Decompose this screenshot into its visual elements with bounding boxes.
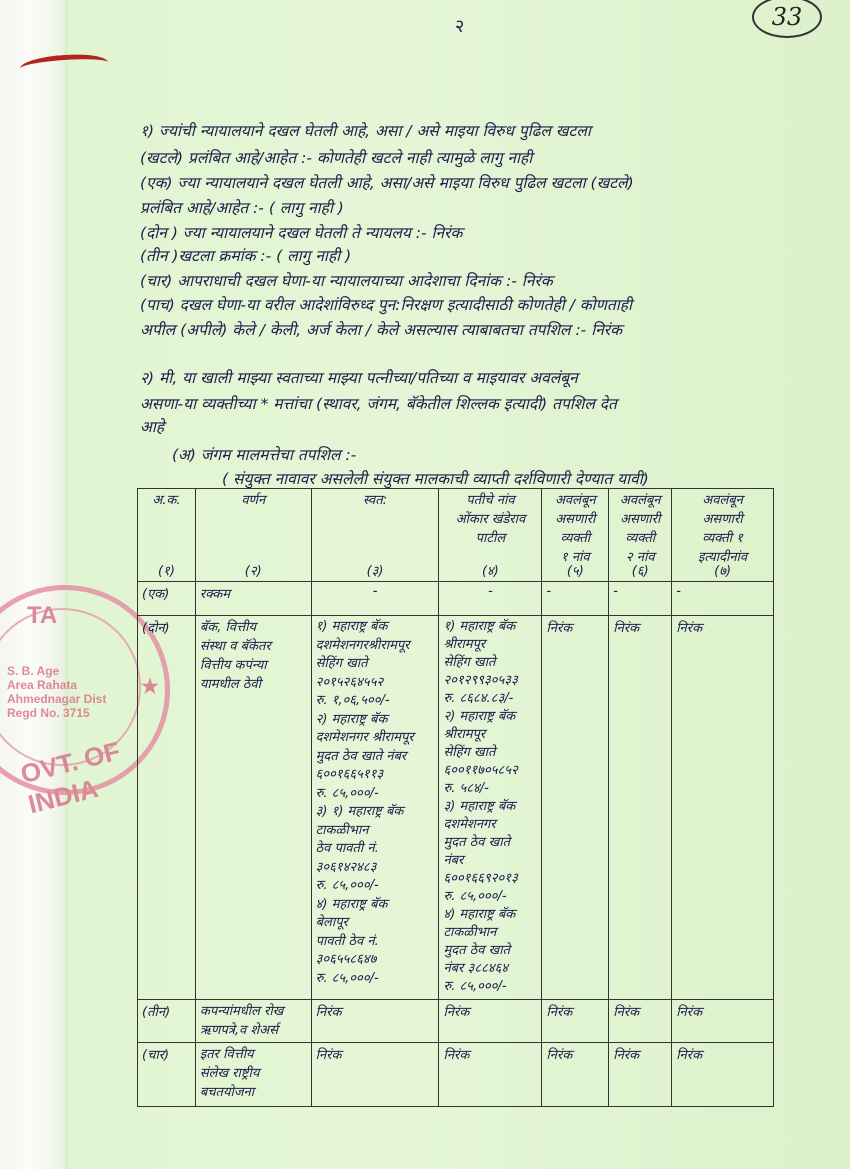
seal-middle-text bbox=[7, 664, 106, 720]
header-label: अ.क. bbox=[152, 493, 181, 508]
header-label: पतीचे नांव ओंकार खंडेराव पाटील bbox=[455, 493, 526, 546]
table-row bbox=[138, 1043, 774, 1107]
row-dependent-1: निरंक bbox=[542, 616, 609, 1000]
section-heading: (अ) जंगम मालमत्तेचा तपशिल :- bbox=[172, 446, 357, 464]
text-line-3: (एक) ज्या न्यायालयाने दखल घेतली आहे, असा/असे माइया विरुध पुढिल खटला (खटले) bbox=[140, 174, 634, 192]
row-dependent-2: निरंक bbox=[609, 1043, 672, 1107]
header-number: (५) bbox=[566, 564, 584, 579]
text-line-9: अपील (अपीले) केले / केली, अर्ज केला / केले असल्यास त्याबाबतचा तपशिल :- निरंक bbox=[140, 321, 623, 339]
header-cell bbox=[439, 489, 542, 582]
row-dependent-2: निरंक bbox=[609, 616, 672, 1000]
header-cell bbox=[542, 489, 609, 582]
row-spouse: निरंक bbox=[439, 1000, 542, 1043]
row-dependent-1: - bbox=[542, 582, 609, 616]
seal-top-text: TA bbox=[27, 602, 58, 629]
row-self: निरंक bbox=[311, 1000, 439, 1043]
movable-assets-table bbox=[137, 488, 774, 1107]
row-dependent-1: निरंक bbox=[542, 1043, 609, 1107]
row-serial: (दोन) bbox=[138, 616, 196, 1000]
table-row bbox=[138, 1000, 774, 1043]
text-line-7: (चार) आपराधाची दखल घेणा-या न्यायालयाच्या आदेशाचा दिनांक :- निरंक bbox=[140, 272, 553, 290]
header-cell bbox=[672, 489, 774, 582]
row-description: बॅक, वित्तीय संस्था व बॅकेतर वित्तीय कपंन्या यामधील ठेवी bbox=[195, 616, 311, 1000]
header-label: अवलंबून असणारी व्यक्ती १ इत्यादीनांव bbox=[698, 493, 748, 565]
seal-district: Ahmednagar Dist bbox=[7, 692, 107, 706]
header-number: (६) bbox=[631, 564, 649, 579]
seal-reg: Regd No. 3715 bbox=[7, 706, 90, 720]
header-number: (७) bbox=[714, 564, 732, 579]
text-line-2: (खटले) प्रलंबित आहे/आहेत :- कोणतेही खटले नाही त्यामुळे लागु नाही bbox=[140, 149, 533, 167]
row-serial: (तीन) bbox=[138, 1000, 196, 1043]
header-label: अवलंबून असणारी व्यक्ती २ नांव bbox=[619, 493, 661, 565]
text-line-8: (पाच) दखल घेणा-या वरील आदेशांविरुध्द पुन:निरक्षण इत्यादीसाठी कोणतेही / कोणताही bbox=[140, 296, 632, 314]
row-dependent-3: निरंक bbox=[672, 616, 774, 1000]
seal-bottom-text: OVT. OF INDIA bbox=[17, 735, 123, 820]
row-dependent-2: निरंक bbox=[609, 1000, 672, 1043]
row-dependent-3: निरंक bbox=[672, 1043, 774, 1107]
row-serial: (चार) bbox=[138, 1043, 196, 1107]
seal-name: S. B. Age bbox=[7, 664, 60, 678]
text-line-10: २) मी, या खाली माझ्या स्वताच्या माझ्या पत्नीच्या/पतिच्या व माइयावर अवलंबून bbox=[140, 369, 578, 387]
header-cell bbox=[195, 489, 311, 582]
text-line-11: असणा-या व्यक्तीच्या * मत्तांचा (स्थावर, जंगम, बॅकेतील शिल्लक इत्यादी) तपशिल देत bbox=[140, 395, 617, 413]
header-cell bbox=[609, 489, 672, 582]
text-line-4: प्रलंबित आहे/आहेत :- ( लागु नाही ) bbox=[140, 199, 344, 217]
text-line-12: आहे bbox=[140, 418, 165, 436]
row-spouse: १) महाराष्ट्र बॅक श्रीरामपूर सेहिंग खाते २०१२९९३०५३३ रु. ८६८४.८३/- २) महाराष्ट्र बॅक श्रीरामपूर सेहिंग खाते ६००११७०५८५२ रु. ५८४/- ३) महाराष्ट्र बॅक दशमेशनगर मुदत ठेव खाते नंबर ६००१६६९२०१३ रु. ८५,०००/- ४) महाराष्ट्र बॅक टाकळीभान मुदत ठेव खाते नंबर ३८८४६४ रु. ८५,०००/- bbox=[439, 616, 542, 1000]
row-dependent-3: - bbox=[672, 582, 774, 616]
row-self: १) महाराष्ट्र बॅक दशमेशनगरश्रीरामपूर सेहिंग खाते २०१५२६४५५२ रु. १,०६,५००/- २) महाराष्ट्र बॅक दशमेशनगर श्रीरामपूर मुदत ठेव खाते नंबर ६००१६६५११३ रु. ८५,०००/- ३) १) महाराष्ट्र बॅक टाकळीभान ठेव पावती नं. ३०६१४२४८३ रु. ८५,०००/- ४) महाराष्ट्र बॅक बेलापूर पावती ठेव नं. ३०६५५८६४७ रु. ८५,०००/- bbox=[311, 616, 439, 1000]
row-description: कपन्यांमधील रोख ऋणपत्रे,व शेअर्स bbox=[195, 1000, 311, 1043]
row-self: निरंक bbox=[311, 1043, 439, 1107]
seal-area: Area Rahata bbox=[7, 678, 78, 692]
row-description: इतर वित्तीय संलेख राष्ट्रीय बचतयोजना bbox=[195, 1043, 311, 1107]
header-number: (४) bbox=[481, 564, 499, 579]
text-line-6: (तीन )खटला क्रमांक :- ( लागु नाही ) bbox=[140, 247, 352, 265]
table-row bbox=[138, 616, 774, 1000]
table-header-row bbox=[138, 489, 774, 582]
row-spouse: - bbox=[439, 582, 542, 616]
seal-star-icon: ★ bbox=[141, 676, 159, 698]
text-line-5: (दोन ) ज्या न्यायालयाने दखल घेतली ते न्यायलय :- निरंक bbox=[140, 224, 463, 242]
header-number: (३) bbox=[366, 564, 384, 579]
row-dependent-3: निरंक bbox=[672, 1000, 774, 1043]
row-spouse: निरंक bbox=[439, 1043, 542, 1107]
folio-number: 33 bbox=[752, 0, 822, 38]
header-cell bbox=[311, 489, 439, 582]
row-dependent-1: निरंक bbox=[542, 1000, 609, 1043]
header-label: स्वत: bbox=[363, 493, 388, 508]
row-description: रक्कम bbox=[195, 582, 311, 616]
row-serial: (एक) bbox=[138, 582, 196, 616]
header-label: अवलंबून असणारी व्यक्ती १ नांव bbox=[555, 493, 596, 565]
header-number: (२) bbox=[244, 564, 262, 579]
page-number: २ bbox=[455, 16, 465, 37]
row-dependent-2: - bbox=[609, 582, 672, 616]
row-self: - bbox=[311, 582, 439, 616]
text-line-1: १) ज्यांची न्यायालयाने दखल घेतली आहे, असा / असे माइया विरुध पुढिल खटला bbox=[140, 122, 591, 140]
header-cell bbox=[138, 489, 196, 582]
header-number: (१) bbox=[157, 564, 175, 579]
table-row bbox=[138, 582, 774, 616]
section-subheading: ( संयुक्त नावावर असलेली संयुक्त मालकाची व्याप्ती दर्शविणारी देण्यात यावी) bbox=[222, 470, 649, 488]
header-label: वर्णन bbox=[241, 493, 266, 508]
